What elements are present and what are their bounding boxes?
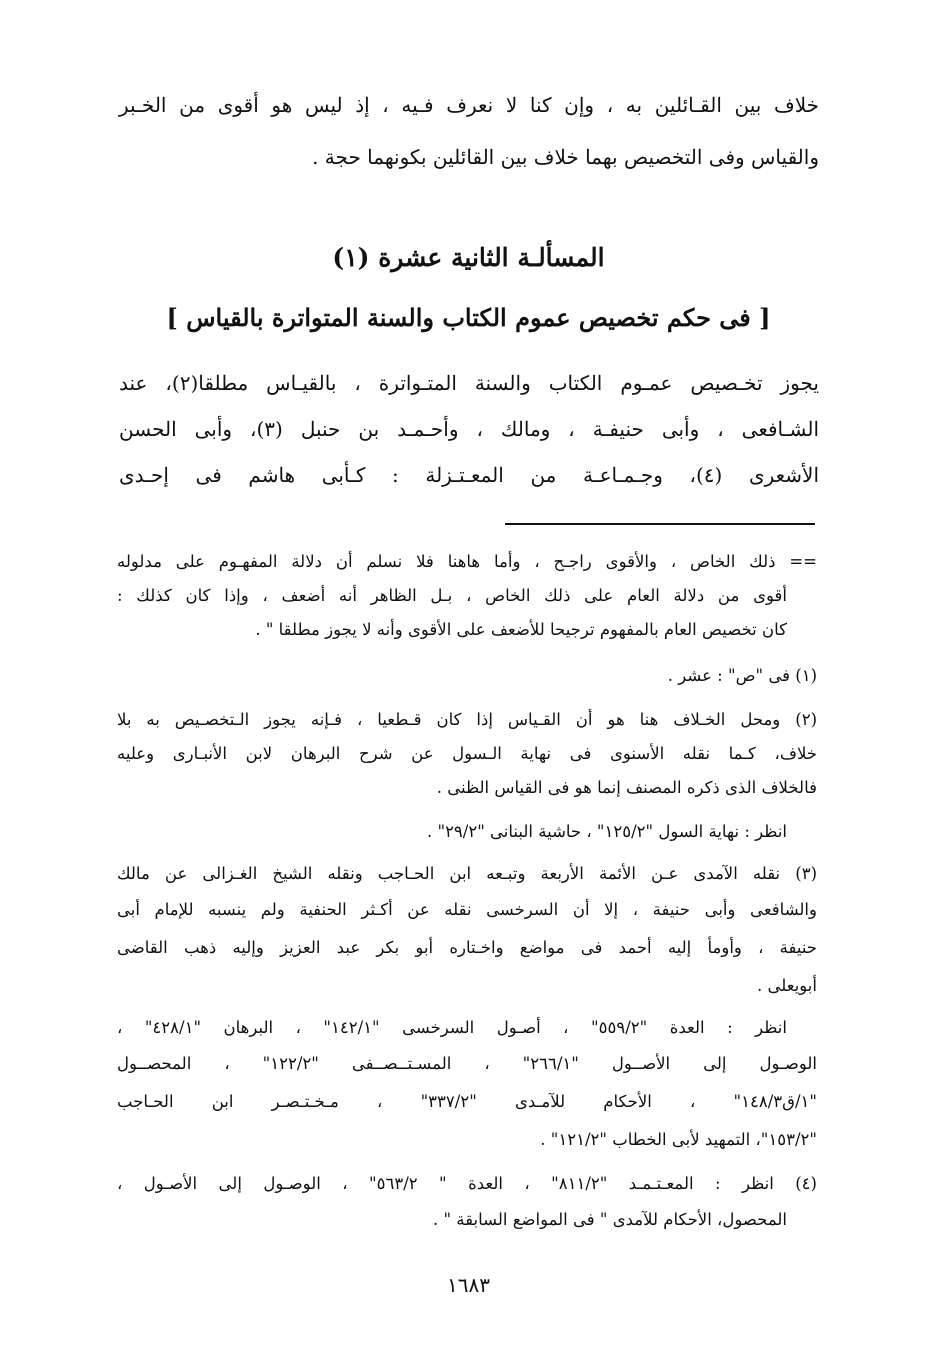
body-line: يجوز تخـصيص عمـوم الكتاب والسنة المتـواترة ، بالقيـاس مطلقا(٢)، عند	[119, 371, 819, 395]
footnote-line: المحصول، الأحكام للآمدى " فى المواضع السابقة " .	[432, 1210, 787, 1229]
footnote-line: حنيفة ، وأومأ إليه أحمد فى مواضع واخـتاره أبو بكر عبد العزيز وإليه ذهب القاضى	[117, 938, 817, 957]
footnote-line: أقوى من دلالة العام على ذلك الخاص ، بـل الظاهر أنه أضعف ، وإذا كان كذلك :	[117, 586, 787, 605]
footnote-line: (٣) نقله الآمدى عـن الأئمة الأربعة وتبـعه ابن الحـاجب ونقله الشيخ الغـزالى عن مالك	[117, 864, 817, 883]
footnote-line: كان تخصيص العام بالمفهوم ترجيحا للأضعف على الأقوى وأنه لا يجوز مطلقا " .	[255, 620, 787, 639]
footnote-line: انظر : نهاية السول "١٢٥/٢" ، حاشية البنانى "٢٩/٢" .	[426, 822, 787, 841]
footnote-line: الوصـول إلى الأصــول "٢٦٦/١" ، المسـتــصــفى "١٢٢/٢" ، المحصــول	[117, 1054, 817, 1073]
footnote-line: انظر : العدة "٥٥٩/٢" ، أصـول السرخسى "١٤٢/١" ، البرهان "٤٢٨/١" ،	[117, 1018, 787, 1037]
page-number: ١٦٨٣	[447, 1273, 490, 1297]
section-subtitle: [ فى حكم تخصيص عموم الكتاب والسنة المتواترة بالقياس ]	[166, 303, 771, 332]
body-line: الأشعرى (٤)، وجـمـاعـة من المعـتـزلة : كـأبى هاشم فى إحـدى	[119, 463, 820, 487]
footnote-separator	[505, 523, 815, 525]
footnote-line: خلاف، كـما نقله الأسنوى فى نهاية الـسول عن شرح البرهان لابن الأنبـارى وعليه	[117, 744, 817, 763]
footnote-line: فالخلاف الذى ذكره المصنف إنما هو فى القياس الظنى .	[436, 778, 817, 797]
footnote-line: أبويعلى .	[757, 976, 817, 995]
footnote-line: == ذلك الخاص ، والأقوى راجـح ، وأما هاهنا فلا نسلم أن دلالة المفهـوم على مدلوله	[117, 552, 817, 571]
footnote-line: (١) فى "ص" : عشر .	[667, 666, 817, 685]
section-title: المسألـة الثانية عشرة (١)	[332, 243, 605, 272]
footnote-line: والشافعى وأبى حنيفة ، إلا أن السرخسى نقله عن أكـثر الحنفية ولم ينسبه للإمام أبى	[117, 900, 817, 919]
body-line: والقياس وفى التخصيص بهما خلاف بين القائلين بكونهما حجة .	[312, 145, 819, 169]
body-line: خلاف بين القـائلين به ، وإن كنا لا نعرف فـيه ، إذ ليس هو أقوى من الخـبر	[119, 93, 819, 117]
body-line: الشـافعى ، وأبى حنيفـة ، ومالك ، وأحـمـد بن حنبل (٣)، وأبى الحسن	[119, 417, 819, 441]
footnote-line: (٢) ومحل الخـلاف هنا هو أن القـياس إذا كان قـطعيا ، فـإنه يجوز الـتخصـيص به بلا	[117, 710, 817, 729]
footnote-line: "١٥٣/٢"، التمهيد لأبى الخطاب "١٢١/٢" .	[540, 1130, 817, 1149]
footnote-line: (٤) انظر : المعـتـمـد "٨١١/٢" ، العدة " ٥٦٣/٢" ، الوصـول إلى الأصـول ،	[117, 1174, 817, 1193]
footnote-line: "١/ق١٤٨/٣" ، الأحكام للآمـدى "٣٣٧/٢" ، مـخـتـصـر ابن الحـاجب	[117, 1092, 817, 1111]
